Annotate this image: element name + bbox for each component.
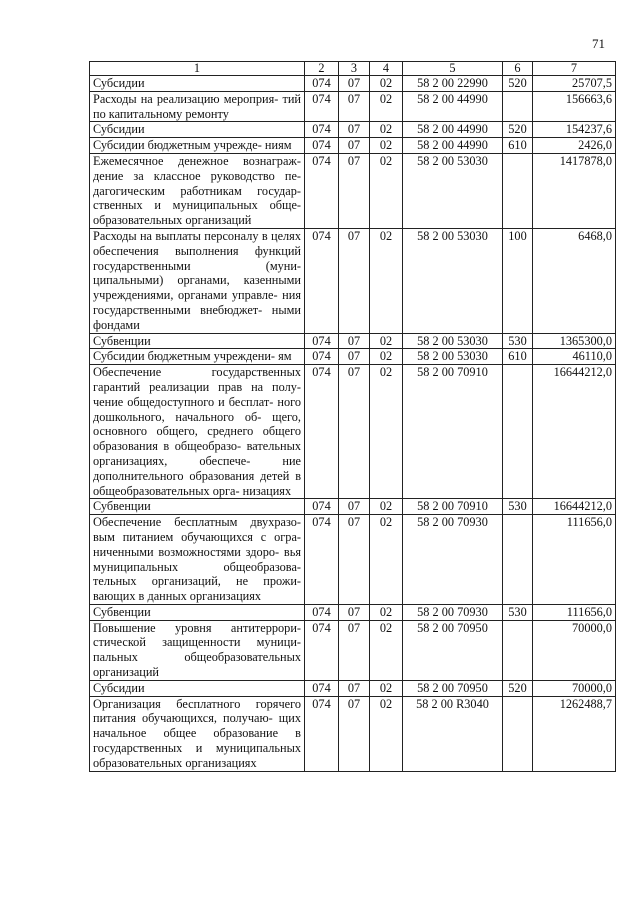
cell-section: 07 [339,349,370,365]
cell-expense-type [503,153,533,228]
cell-ministry-code: 074 [305,515,339,605]
header-cell: 7 [533,62,616,76]
cell-name: Субсидии бюджетным учреждени- ям [90,349,305,365]
cell-subsection: 02 [370,515,403,605]
cell-target-article: 58 2 00 R3040 [403,696,503,771]
table-row [90,228,616,333]
cell-name: Обеспечение бесплатным двухразо- вым питанием обучающихся с огра- ниченными возможностями здоро- вья муниципальных общеобразова- тельных организаций, не прожи- вающих в данных организациях [90,515,305,605]
cell-expense-type: 100 [503,228,533,333]
cell-ministry-code: 074 [305,349,339,365]
table-row [90,604,616,620]
cell-name: Субсидии [90,680,305,696]
table-row [90,515,616,605]
cell-name: Субсидии [90,122,305,138]
cell-expense-type [503,515,533,605]
cell-ministry-code: 074 [305,499,339,515]
cell-subsection: 02 [370,91,403,122]
page-number: 71 [592,36,605,51]
cell-name: Расходы на выплаты персоналу в целях обеспечения выполнения функций государственными (муни- ципальными) органами, казенными учреждениями, органами управле- ния государственными внебюджет- ными фондами [90,228,305,333]
budget-table [89,61,616,772]
header-cell: 5 [403,62,503,76]
cell-ministry-code: 074 [305,604,339,620]
table-row [90,365,616,499]
cell-section: 07 [339,153,370,228]
cell-target-article: 58 2 00 22990 [403,76,503,92]
cell-subsection: 02 [370,696,403,771]
cell-target-article: 58 2 00 70930 [403,515,503,605]
cell-amount: 1262488,7 [533,696,616,771]
cell-target-article: 58 2 00 53030 [403,333,503,349]
cell-target-article: 58 2 00 44990 [403,91,503,122]
cell-subsection: 02 [370,365,403,499]
cell-section: 07 [339,91,370,122]
cell-name: Субвенции [90,499,305,515]
cell-subsection: 02 [370,680,403,696]
cell-ministry-code: 074 [305,91,339,122]
cell-ministry-code: 074 [305,138,339,154]
cell-target-article: 58 2 00 44990 [403,122,503,138]
cell-expense-type: 520 [503,680,533,696]
cell-subsection: 02 [370,76,403,92]
cell-expense-type: 530 [503,333,533,349]
cell-section: 07 [339,333,370,349]
cell-amount: 111656,0 [533,515,616,605]
cell-amount: 156663,6 [533,91,616,122]
cell-target-article: 58 2 00 70910 [403,499,503,515]
cell-section: 07 [339,499,370,515]
cell-section: 07 [339,620,370,680]
table-row [90,76,616,92]
cell-expense-type: 610 [503,349,533,365]
cell-subsection: 02 [370,138,403,154]
table-row [90,153,616,228]
cell-expense-type: 520 [503,76,533,92]
cell-name: Субсидии [90,76,305,92]
cell-ministry-code: 074 [305,696,339,771]
cell-expense-type: 530 [503,604,533,620]
cell-amount: 111656,0 [533,604,616,620]
cell-expense-type: 610 [503,138,533,154]
cell-name: Расходы на реализацию мероприя- тий по капитальному ремонту [90,91,305,122]
cell-subsection: 02 [370,228,403,333]
header-cell: 3 [339,62,370,76]
table-row [90,620,616,680]
budget-table-body [90,62,616,772]
cell-expense-type [503,620,533,680]
table-row [90,138,616,154]
cell-ministry-code: 074 [305,620,339,680]
cell-section: 07 [339,122,370,138]
cell-section: 07 [339,696,370,771]
cell-section: 07 [339,604,370,620]
cell-section: 07 [339,680,370,696]
cell-expense-type: 520 [503,122,533,138]
header-cell: 2 [305,62,339,76]
cell-amount: 46110,0 [533,349,616,365]
header-cell: 6 [503,62,533,76]
cell-subsection: 02 [370,620,403,680]
cell-target-article: 58 2 00 70910 [403,365,503,499]
cell-amount: 1417878,0 [533,153,616,228]
cell-section: 07 [339,515,370,605]
cell-amount: 25707,5 [533,76,616,92]
cell-subsection: 02 [370,122,403,138]
cell-name: Обеспечение государственных гарантий реализации прав на полу- чение общедоступного и бесплат- ного дошкольного, начального об- щего, основного общего, среднего общего образования в общеобразо- вательных организациях, обеспече- ние дополнительного образования детей в общеобразовательных орга- низациях [90,365,305,499]
cell-ministry-code: 074 [305,76,339,92]
cell-section: 07 [339,76,370,92]
cell-section: 07 [339,365,370,499]
cell-subsection: 02 [370,604,403,620]
table-row [90,91,616,122]
table-row [90,499,616,515]
cell-subsection: 02 [370,499,403,515]
cell-target-article: 58 2 00 53030 [403,349,503,365]
cell-target-article: 58 2 00 53030 [403,228,503,333]
table-row [90,333,616,349]
cell-ministry-code: 074 [305,122,339,138]
cell-expense-type: 530 [503,499,533,515]
cell-name: Повышение уровня антитеррори- стической защищенности муници- пальных общеобразовательных организаций [90,620,305,680]
cell-name: Субсидии бюджетным учрежде- ниям [90,138,305,154]
cell-section: 07 [339,138,370,154]
cell-ministry-code: 074 [305,680,339,696]
cell-target-article: 58 2 00 70950 [403,680,503,696]
header-cell: 4 [370,62,403,76]
cell-expense-type [503,365,533,499]
cell-name: Ежемесячное денежное вознаграж- дение за классное руководство пе- дагогическим работникам государ- ственных и муниципальных обще- образовательных организаций [90,153,305,228]
cell-amount: 16644212,0 [533,365,616,499]
table-row [90,349,616,365]
cell-subsection: 02 [370,153,403,228]
cell-name: Субвенции [90,604,305,620]
cell-ministry-code: 074 [305,153,339,228]
cell-subsection: 02 [370,349,403,365]
cell-ministry-code: 074 [305,365,339,499]
header-cell: 1 [90,62,305,76]
cell-ministry-code: 074 [305,333,339,349]
cell-expense-type [503,696,533,771]
cell-target-article: 58 2 00 70950 [403,620,503,680]
cell-amount: 70000,0 [533,680,616,696]
cell-subsection: 02 [370,333,403,349]
cell-target-article: 58 2 00 44990 [403,138,503,154]
cell-amount: 2426,0 [533,138,616,154]
table-row [90,696,616,771]
cell-name: Субвенции [90,333,305,349]
cell-ministry-code: 074 [305,228,339,333]
cell-amount: 16644212,0 [533,499,616,515]
cell-amount: 1365300,0 [533,333,616,349]
cell-name: Организация бесплатного горячего питания обучающихся, получаю- щих начальное общее образование в государственных и муниципальных образовательных организациях [90,696,305,771]
cell-amount: 70000,0 [533,620,616,680]
cell-target-article: 58 2 00 70930 [403,604,503,620]
cell-target-article: 58 2 00 53030 [403,153,503,228]
cell-section: 07 [339,228,370,333]
cell-amount: 154237,6 [533,122,616,138]
table-header-row [90,62,616,76]
table-row [90,680,616,696]
table-row [90,122,616,138]
cell-amount: 6468,0 [533,228,616,333]
cell-expense-type [503,91,533,122]
